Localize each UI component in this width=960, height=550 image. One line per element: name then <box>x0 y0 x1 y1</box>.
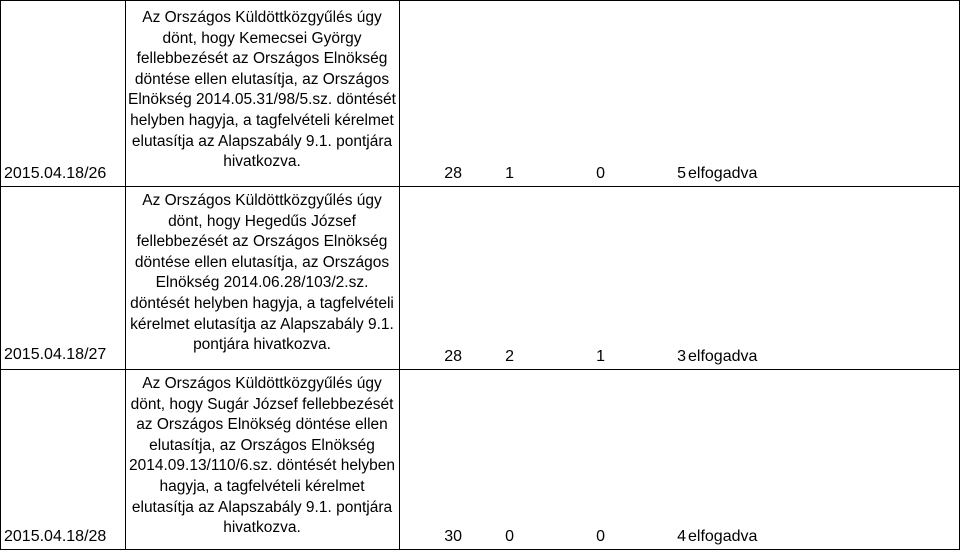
grid-line-row2 <box>0 369 960 370</box>
row-votes-abstain: 1 <box>596 348 605 365</box>
row-count: 4 <box>677 528 686 545</box>
row-resolution-text: Az Országos Küldöttközgyűlés úgy dönt, hogy Sugár József fellebbezését az Országos Elnökség döntése ellen elutasítja, az Országos Elnökség 2014.09.13/110/6.sz. döntését helyben hagyja, a tagfelvételi kérelmet elutasítja az Alapszabály 9.1. pontjára hivatkozva. <box>128 375 395 537</box>
row-votes-no: 1 <box>505 165 514 182</box>
row-status: elfogadva <box>688 528 758 545</box>
grid-line-left <box>0 0 1 550</box>
row-resolution-text: Az Országos Küldöttközgyűlés úgy dönt, hogy Kemecsei György fellebbezését az Országos Elnökség döntése ellen elutasítja, az Országos Elnökség 2014.05.31/98/5.sz. döntését helyben hagyja, a tagfelvételi kérelmet elutasítja az Alapszabály 9.1. pontjára hivatkozva. <box>127 9 396 171</box>
row-votes-no: 0 <box>505 528 514 545</box>
row-count: 5 <box>677 165 686 182</box>
grid-line-date-col <box>125 0 126 550</box>
row-votes-no: 2 <box>505 348 514 365</box>
row-date: 2015.04.18/28 <box>4 528 107 545</box>
row-votes-abstain: 0 <box>596 528 605 545</box>
row-date: 2015.04.18/27 <box>4 346 107 363</box>
row-resolution-text: Az Országos Küldöttközgyűlés úgy dönt, hogy Hegedűs József fellebbezését az Országos Elnökség döntése ellen elutasítja, az Országos Elnökség 2014.06.28/103/2.sz. döntését helyben hagyja, a tagfelvételi kérelmet elutasítja az Alapszabály 9.1. pontjára hivatkozva. <box>130 192 394 354</box>
row-status: elfogadva <box>688 348 758 365</box>
grid-line-top <box>0 0 960 1</box>
row-votes-yes: 28 <box>444 348 462 365</box>
row-votes-yes: 28 <box>444 165 462 182</box>
row-votes-yes: 30 <box>444 528 462 545</box>
row-votes-abstain: 0 <box>596 165 605 182</box>
row-status: elfogadva <box>688 165 758 182</box>
grid-line-text-col <box>399 0 400 550</box>
row-date: 2015.04.18/26 <box>4 165 107 182</box>
row-count: 3 <box>677 348 686 365</box>
grid-line-row1 <box>0 186 960 187</box>
